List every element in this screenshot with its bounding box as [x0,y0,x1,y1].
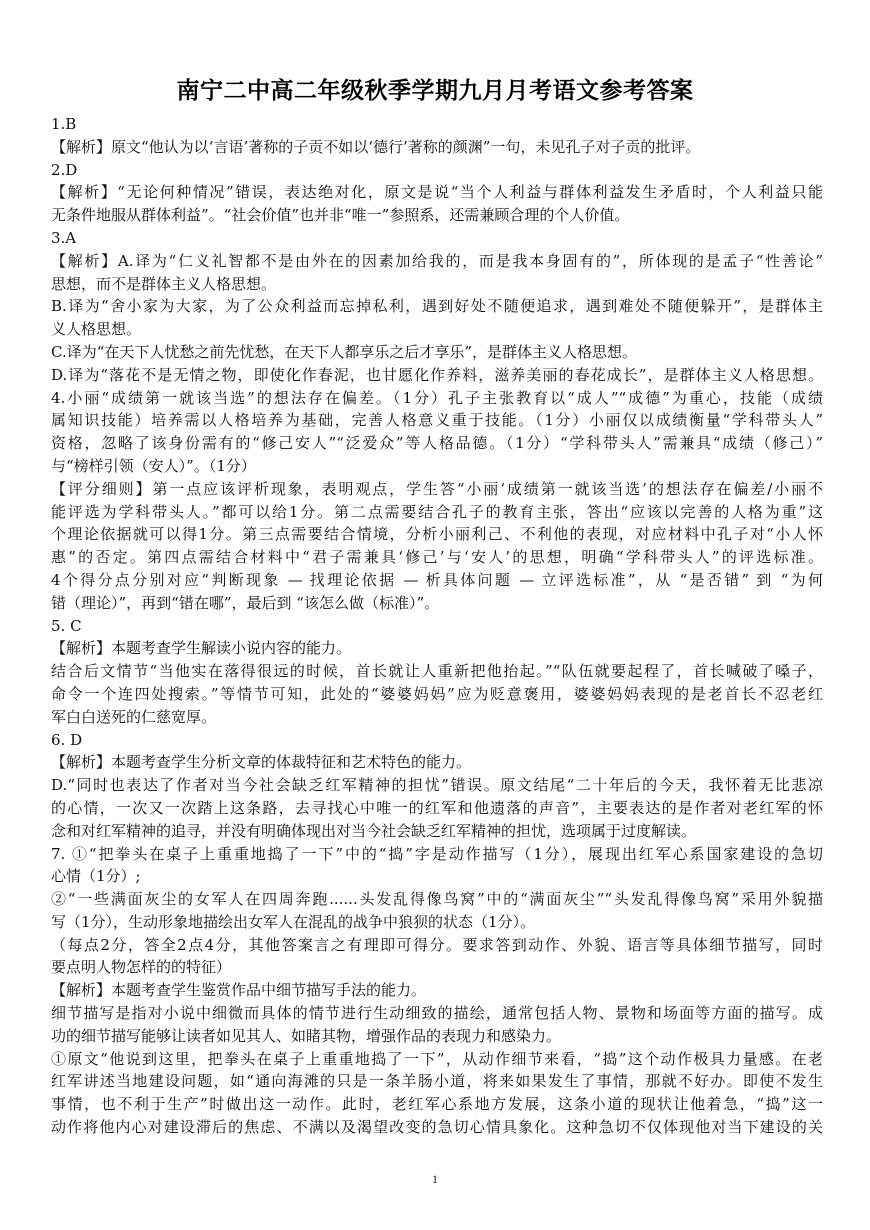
text-line: 军白白送死的仁慈宽厚。 [51,707,217,726]
text-line: 动作将他内心对建设滞后的焦虑、不满以及渴望改变的急切心情具象化。这种急切不仅体现他对当下建设的关 [51,1118,823,1137]
text-line: 红军讲述当地建设问题，如“通向海滩的只是一条羊肠小道，将来如果发生了事情，那就不好办。即使不发生 [51,1072,823,1091]
page-number: 1 [432,1172,438,1186]
document-body [51,113,823,1139]
text-line: 心情（1分）; [51,867,141,886]
text-line: 错（理论）”，再到“错在哪”，最后到 “该怎么做（标准）”。 [51,593,440,612]
text-line: C.译为“在天下人忧愁之前先忧愁，在天下人都享乐之后才享乐”，是群体主义人格思想。 [51,342,638,361]
text-line: （每点2分，答全2点4分，其他答案言之有理即可得分。要求答到动作、外貌、语言等具体细节描写，同时 [51,935,823,954]
text-line: 功的细节描写能够让读者如见其人、如睹其物，增强作品的表现力和感染力。 [51,1026,562,1045]
text-line: 【解析】本题考查学生解读小说内容的能力。 [51,639,352,658]
text-line: 【解析】本题考查学生鉴赏作品中细节描写手法的能力。 [51,981,427,1000]
text-line: ②“一些满面灰尘的女军人在四周奔跑......头发乱得像鸟窝”中的“满面灰尘”“头发乱得像鸟窝”采用外貌描 [51,890,823,909]
text-line: 【解析】本题考查学生分析文章的体裁特征和艺术特色的能力。 [51,753,472,772]
text-line: 7. ①“把拳头在桌子上重重地捣了一下”中的“捣”字是动作描写（1分），展现出红军心系国家建设的急切 [51,844,823,863]
text-line: 要点明人物怎样的的特征） [51,958,232,977]
text-line: 5. C [51,616,82,635]
text-line: ①原文“他说到这里，把拳头在桌子上重重地捣了一下”，从动作细节来看，“捣”这个动作极具力量感。在老 [51,1049,823,1068]
text-line: 3.A [51,228,77,247]
document-title: 南宁二中高二年级秋季学期九月月考语文参考答案 [176,78,694,104]
text-line: 1.B [51,115,77,133]
text-line: 义人格思想。 [51,320,142,339]
text-line: 能评选为学科带头人。”都可以给1分。第二点需要结合孔子的教育主张，答出“应该以完善的人格为重”这 [51,502,823,521]
text-line: 资格，忽略了该身份需有的“修己安人”“泛爱众”等人格品德。（1分）“学科带头人”需兼具“成绩（修己）” [51,434,823,453]
text-line: 6. D [51,730,83,749]
text-line: 命令一个连四处搜索。”等情节可知，此处的“婆婆妈妈”应为贬意褒用，婆婆妈妈表现的是老首长不忍老红 [51,684,823,703]
text-line: 结合后文情节“当他实在落得很远的时候，首长就让人重新把他抬起。”“队伍就要起程了，首长喊破了嗓子， [51,662,823,681]
text-line: D.译为“落花不是无情之物，即使化作春泥，也甘愿化作养料，滋养美丽的春花成长”，是群体主义人格思想。 [51,365,823,384]
text-line: 念和对红军精神的追寻，并没有明确体现出对当今社会缺乏红军精神的担忧，选项属于过度解读。 [51,821,697,840]
text-line: 个理论依据就可以得1分。第三点需要结合情境，分析小丽利己、不利他的表现，对应材料中孔子对“小人怀 [51,525,823,544]
text-line: 【评分细则】第一点应该评析现象，表明观点，学生答“小丽‘成绩第一就该当选’的想法存在偏差/小丽不 [51,479,823,498]
text-line: 4.小丽“成绩第一就该当选”的想法存在偏差。（1分）孔子主张教育以“成人”“成德”为重心，技能（成绩 [51,388,823,407]
text-line: 【解析】A.译为“仁义礼智都不是由外在的因素加给我的，而是我本身固有的”，所体现的是孟子“性善论” [51,251,823,270]
text-line: 【解析】原文“他认为以‘言语’著称的子贡不如以‘德行’著称的颜渊”一句，未见孔子对子贡的批评。 [51,137,701,156]
text-line: B.译为“舍小家为大家，为了公众利益而忘掉私利，遇到好处不随便追求，遇到难处不随便躲开”，是群体主 [51,297,823,316]
text-line: 思想，而不是群体主义人格思想。 [51,274,277,293]
text-line: 无条件地服从群体利益”。“社会价值”也并非“唯一”参照系，还需兼顾合理的个人价值。 [51,206,630,225]
text-line: 的心情，一次又一次踏上这条路，去寻找心中唯一的红军和他遗落的声音”，主要表达的是作者对老红军的怀 [51,798,823,817]
text-line: D.“同时也表达了作者对当今社会缺乏红军精神的担忧”错误。原文结尾“二十年后的今天，我怀着无比悲凉 [51,776,823,795]
text-line: 【解析】“无论何种情况”错误，表达绝对化，原文是说“当个人利益与群体利益发生矛盾时，个人利益只能 [51,183,823,202]
text-line: 4个得分点分别对应“判断现象 — 找理论依据 — 析具体问题 — 立评选标准”，从 “是否错” 到 “为何 [51,570,823,589]
text-line: 写（1分），生动形象地描绘出女军人在混乱的战争中狼狈的状态（1分）。 [51,912,536,931]
text-line: 2.D [51,160,78,179]
text-line: 惠”的否定。第四点需结合材料中“君子需兼具‘修己’与‘安人’的思想，明确“学科带头人”的评选标准。 [51,548,823,567]
text-line: 属知识技能）培养需以人格培养为基础，完善人格意义重于技能。（1分）小丽仅以成绩衡量“学科带头人” [51,411,823,430]
text-line: 细节描写是指对小说中细微而具体的情节进行生动细致的描绘，通常包括人物、景物和场面等方面的描写。成 [51,1004,823,1023]
text-line: 与“榜样引领（安人）”。（1分） [51,456,256,475]
text-line: 事情，也不利于生产”时做出这一动作。此时，老红军心系地方发展，这条小道的现状让他着急，“捣”这一 [51,1095,823,1114]
